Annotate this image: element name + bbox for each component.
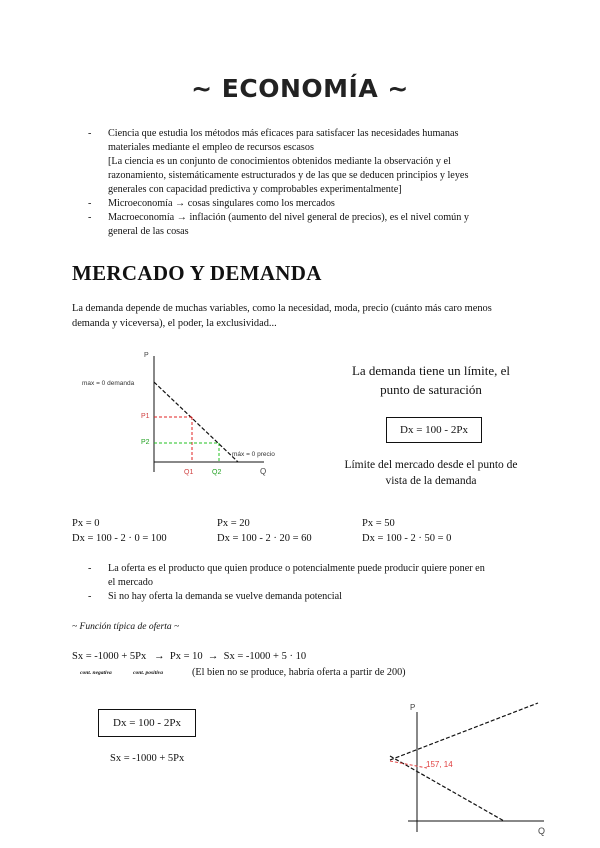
p-axis-label: P <box>410 703 416 712</box>
calculation-col-3 <box>362 516 512 546</box>
bottom-demand-formula-box: Dx = 100 - 2Px <box>98 709 196 737</box>
p2-label: P2 <box>141 439 150 446</box>
note-line: La demanda tiene un límite, el <box>351 363 511 378</box>
paragraph-line: La demanda depende de muchas variables, como la necesidad, moda, precio (cuánto más caro menos <box>72 303 492 314</box>
caption-line: vista de la demanda <box>385 475 477 487</box>
caption-line: Límite del mercado desde el punto de <box>344 459 518 471</box>
bullet-line: Microeconomía → cosas singulares como los mercados <box>108 198 335 209</box>
const-negative-label: cont. negativa <box>80 670 112 676</box>
supply-note: (El bien no se produce, habría oferta a partir de 200) <box>192 667 406 678</box>
q-axis-label: Q <box>260 467 267 476</box>
bullet-line: razonamiento, sistemáticamente estructurados y de las que se deducen principios y leyes <box>108 170 469 181</box>
section-heading: MERCADO Y DEMANDA <box>72 261 322 285</box>
max-demand-label: max = 0 demanda <box>82 380 135 387</box>
note-line: punto de saturación <box>380 382 482 397</box>
limit-note <box>324 361 538 399</box>
intersection-label: 157, 14 <box>426 760 453 769</box>
bullet-line: [La ciencia es un conjunto de conocimientos obtenidos mediante la observación y el <box>108 156 451 167</box>
supply-function-heading: ~ Función típica de oferta ~ <box>72 622 180 632</box>
list-item <box>88 590 538 604</box>
demand-chart <box>74 348 304 483</box>
page-title: ~ ECONOMÍA ~ <box>191 74 409 103</box>
limit-caption <box>324 457 538 489</box>
bullet-line: La oferta es el producto que quien produce o potencialmente puede producir quiere poner en <box>108 563 485 574</box>
list-item <box>88 211 528 239</box>
bullet-line: el mercado <box>108 577 153 588</box>
price-value: Px = 50 <box>362 518 395 529</box>
max-price-label: máx = 0 precio <box>232 451 275 458</box>
bullet-line: Si no hay oferta la demanda se vuelve demanda potencial <box>108 591 342 602</box>
list-item <box>88 127 528 197</box>
calculation-col-2 <box>217 516 357 546</box>
const-positive-label: cont. positiva <box>133 670 163 676</box>
p-axis-label: P <box>144 352 149 359</box>
paragraph-line: demanda y viceversa), el poder, la exclusividad... <box>72 318 277 329</box>
q1-label: Q1 <box>184 469 194 476</box>
demand-result: Dx = 100 - 2 · 50 = 0 <box>362 533 452 544</box>
price-value: Px = 0 <box>72 518 100 529</box>
bullet-line: materiales mediante el empleo de recursos escasos <box>108 142 314 153</box>
list-item <box>88 562 538 590</box>
intro-bullet-list <box>88 127 528 239</box>
list-item <box>88 197 528 211</box>
bullet-dash: - <box>88 591 92 602</box>
q2-label: Q2 <box>212 469 222 476</box>
demand-result: Dx = 100 - 2 · 20 = 60 <box>217 533 312 544</box>
bullet-line: generales con capacidad predictiva y comprobables experimentalmente] <box>108 184 402 195</box>
q-axis-label: Q <box>538 826 546 836</box>
demand-result: Dx = 100 - 2 · 0 = 100 <box>72 533 167 544</box>
supply-chart <box>372 700 558 840</box>
demand-formula-box: Dx = 100 - 2Px <box>386 417 482 443</box>
calculation-col-1 <box>72 516 212 546</box>
bullet-dash: - <box>88 128 92 139</box>
p1-label: P1 <box>141 413 150 420</box>
bullet-dash: - <box>88 198 92 209</box>
bullet-line: Ciencia que estudia los métodos más eficaces para satisfacer las necesidades humanas <box>108 128 459 139</box>
bullet-dash: - <box>88 563 92 574</box>
supply-equation: Sx = -1000 + 5Px → Px = 10 → Sx = -1000 + 5 · 10 <box>72 651 307 662</box>
demand-curve <box>154 382 238 462</box>
bullet-dash: - <box>88 212 92 223</box>
demand-paragraph <box>72 301 532 331</box>
bullet-line: Macroeconomía → inflación (aumento del nivel general de precios), es el nivel común y <box>108 212 469 223</box>
price-value: Px = 20 <box>217 518 250 529</box>
bottom-supply-formula: Sx = -1000 + 5Px <box>110 753 185 764</box>
supply-bullet-list <box>88 562 538 604</box>
bullet-line: general de las cosas <box>108 226 189 237</box>
